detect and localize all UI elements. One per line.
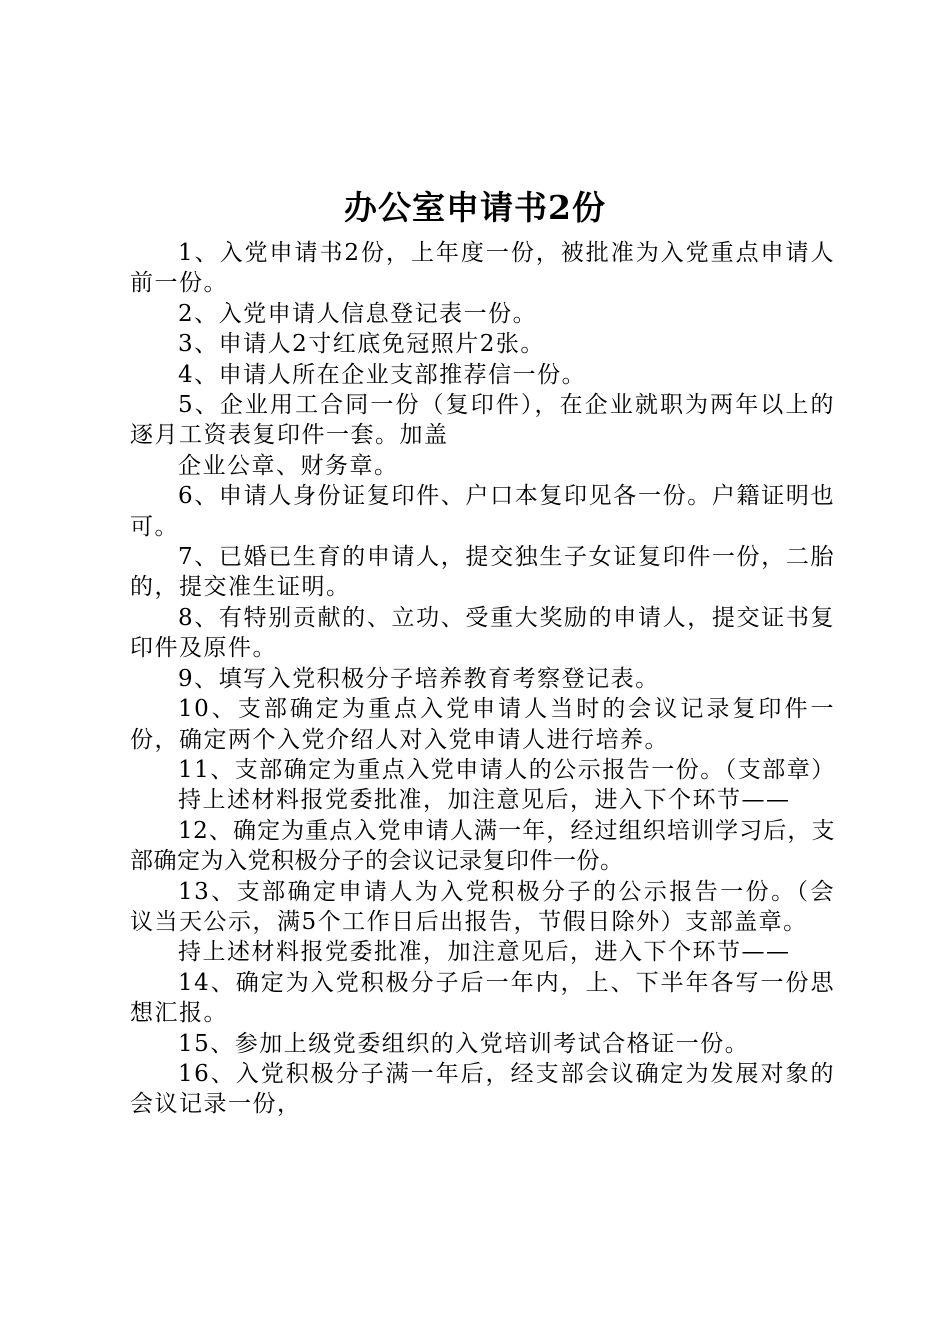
paragraph-7: 7、已婚已生育的申请人，提交独生子女证复印件一份，二胎的，提交准生证明。 [130,544,835,601]
paragraph-4: 4、申请人所在企业支部推荐信一份。 [178,361,587,388]
paragraph-14: 14、确定为入党积极分子后一年内，上、下半年各写一份思想汇报。 [130,969,835,1027]
paragraph-submit-note-1: 持上述材料报党委批准，加注意见后，进入下个环节—— [178,787,791,814]
paragraph-11: 11、支部确定为重点入党申请人的公示报告一份。（支部章） [178,756,836,783]
paragraph-6: 6、申请人身份证复印件、户口本复印见各一份。户籍证明也可。 [130,483,835,540]
paragraph-13: 13、支部确定申请人为入党积极分子的公示报告一份。（会议当天公示，满5个工作日后出报告，节假日除外）支部盖章。 [130,878,835,935]
paragraph-5: 5、企业用工合同一份（复印件），在企业就职为两年以上的逐月工资表复印件一套。加盖 [130,392,835,449]
document-body [130,238,835,1120]
paragraph-16: 16、入党积极分子满一年后，经支部会议确定为发展对象的会议记录一份， [130,1060,835,1118]
paragraph-1: 1、入党申请书2份，上年度一份，被批准为入党重点申请人前一份。 [130,240,835,297]
paragraph-12: 12、确定为重点入党申请人满一年，经过组织培训学习后，支部确定为入党积极分子的会议记录复印件一份。 [130,817,835,875]
paragraph-submit-note-2: 持上述材料报党委批准，加注意见后，进入下个环节—— [178,939,791,966]
paragraph-3: 3、申请人2寸红底免冠照片2张。 [178,331,545,358]
paragraph-8: 8、有特别贡献的、立功、受重大奖励的申请人，提交证书复印件及原件。 [130,604,835,662]
document-title: 办公室申请书2份 [344,188,606,227]
paragraph-9: 9、填写入党积极分子培养教育考察登记表。 [178,665,660,692]
paragraph-15: 15、参加上级党委组织的入党培训考试合格证一份。 [178,1030,750,1057]
paragraph-2: 2、入党申请人信息登记表一份。 [178,300,538,327]
paragraph-10: 10、支部确定为重点入党申请人当时的会议记录复印件一份，确定两个入党介绍人对入党申请人进行培养。 [130,696,835,753]
paragraph-5-continued: 企业公章、财务章。 [178,452,399,479]
